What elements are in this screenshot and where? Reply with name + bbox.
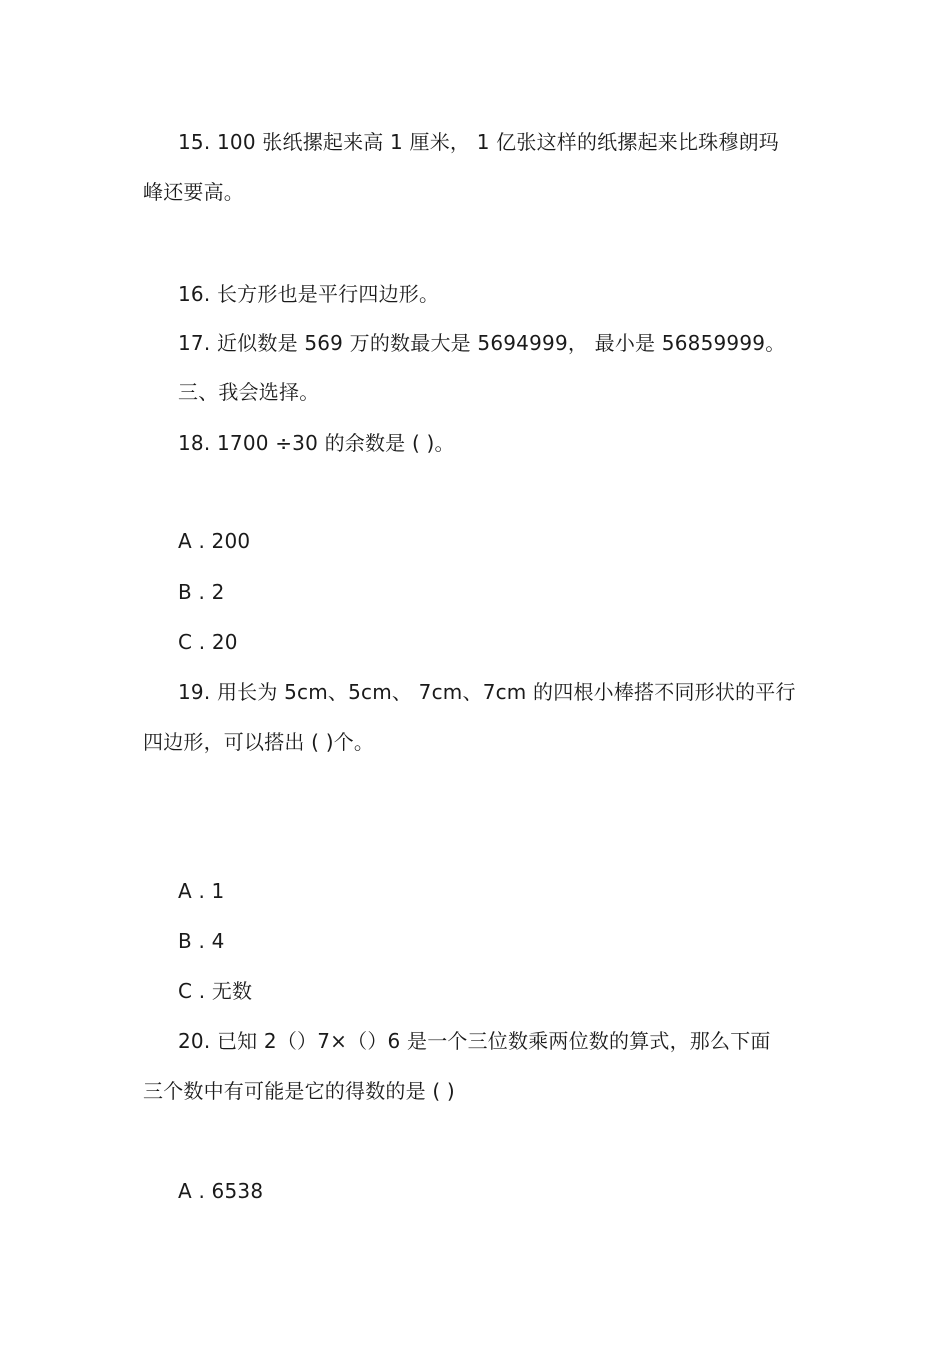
section-3-heading: 三、我会选择。 bbox=[178, 380, 320, 404]
question-19-option-a: A . 1 bbox=[178, 879, 225, 903]
question-18-option-b: B . 2 bbox=[178, 580, 225, 604]
question-18-option-a: A . 200 bbox=[178, 529, 251, 553]
question-18-option-c: C . 20 bbox=[178, 630, 238, 654]
question-18-stem: 18. 1700 ÷30 的余数是 ( )。 bbox=[178, 431, 455, 455]
question-20-line-1: 20. 已知 2（）7×（）6 是一个三位数乘两位数的算式，那么下面 bbox=[178, 1029, 771, 1053]
question-19-option-c: C . 无数 bbox=[178, 979, 253, 1003]
question-19-option-b: B . 4 bbox=[178, 929, 225, 953]
question-17: 17. 近似数是 569 万的数最大是 5694999， 最小是 56859999。 bbox=[178, 331, 786, 355]
question-15-line-1: 15. 100 张纸摞起来高 1 厘米， 1 亿张这样的纸摞起来比珠穆朗玛 bbox=[178, 130, 779, 154]
question-20-line-2: 三个数中有可能是它的得数的是 ( ) bbox=[143, 1079, 455, 1103]
question-20-option-a: A . 6538 bbox=[178, 1179, 264, 1203]
question-19-line-2: 四边形，可以搭出 ( )个。 bbox=[143, 730, 375, 754]
question-15-line-2: 峰还要高。 bbox=[143, 180, 244, 204]
question-19-line-1: 19. 用长为 5cm、5cm、 7cm、7cm 的四根小棒搭不同形状的平行 bbox=[178, 680, 796, 704]
question-16: 16. 长方形也是平行四边形。 bbox=[178, 282, 440, 306]
